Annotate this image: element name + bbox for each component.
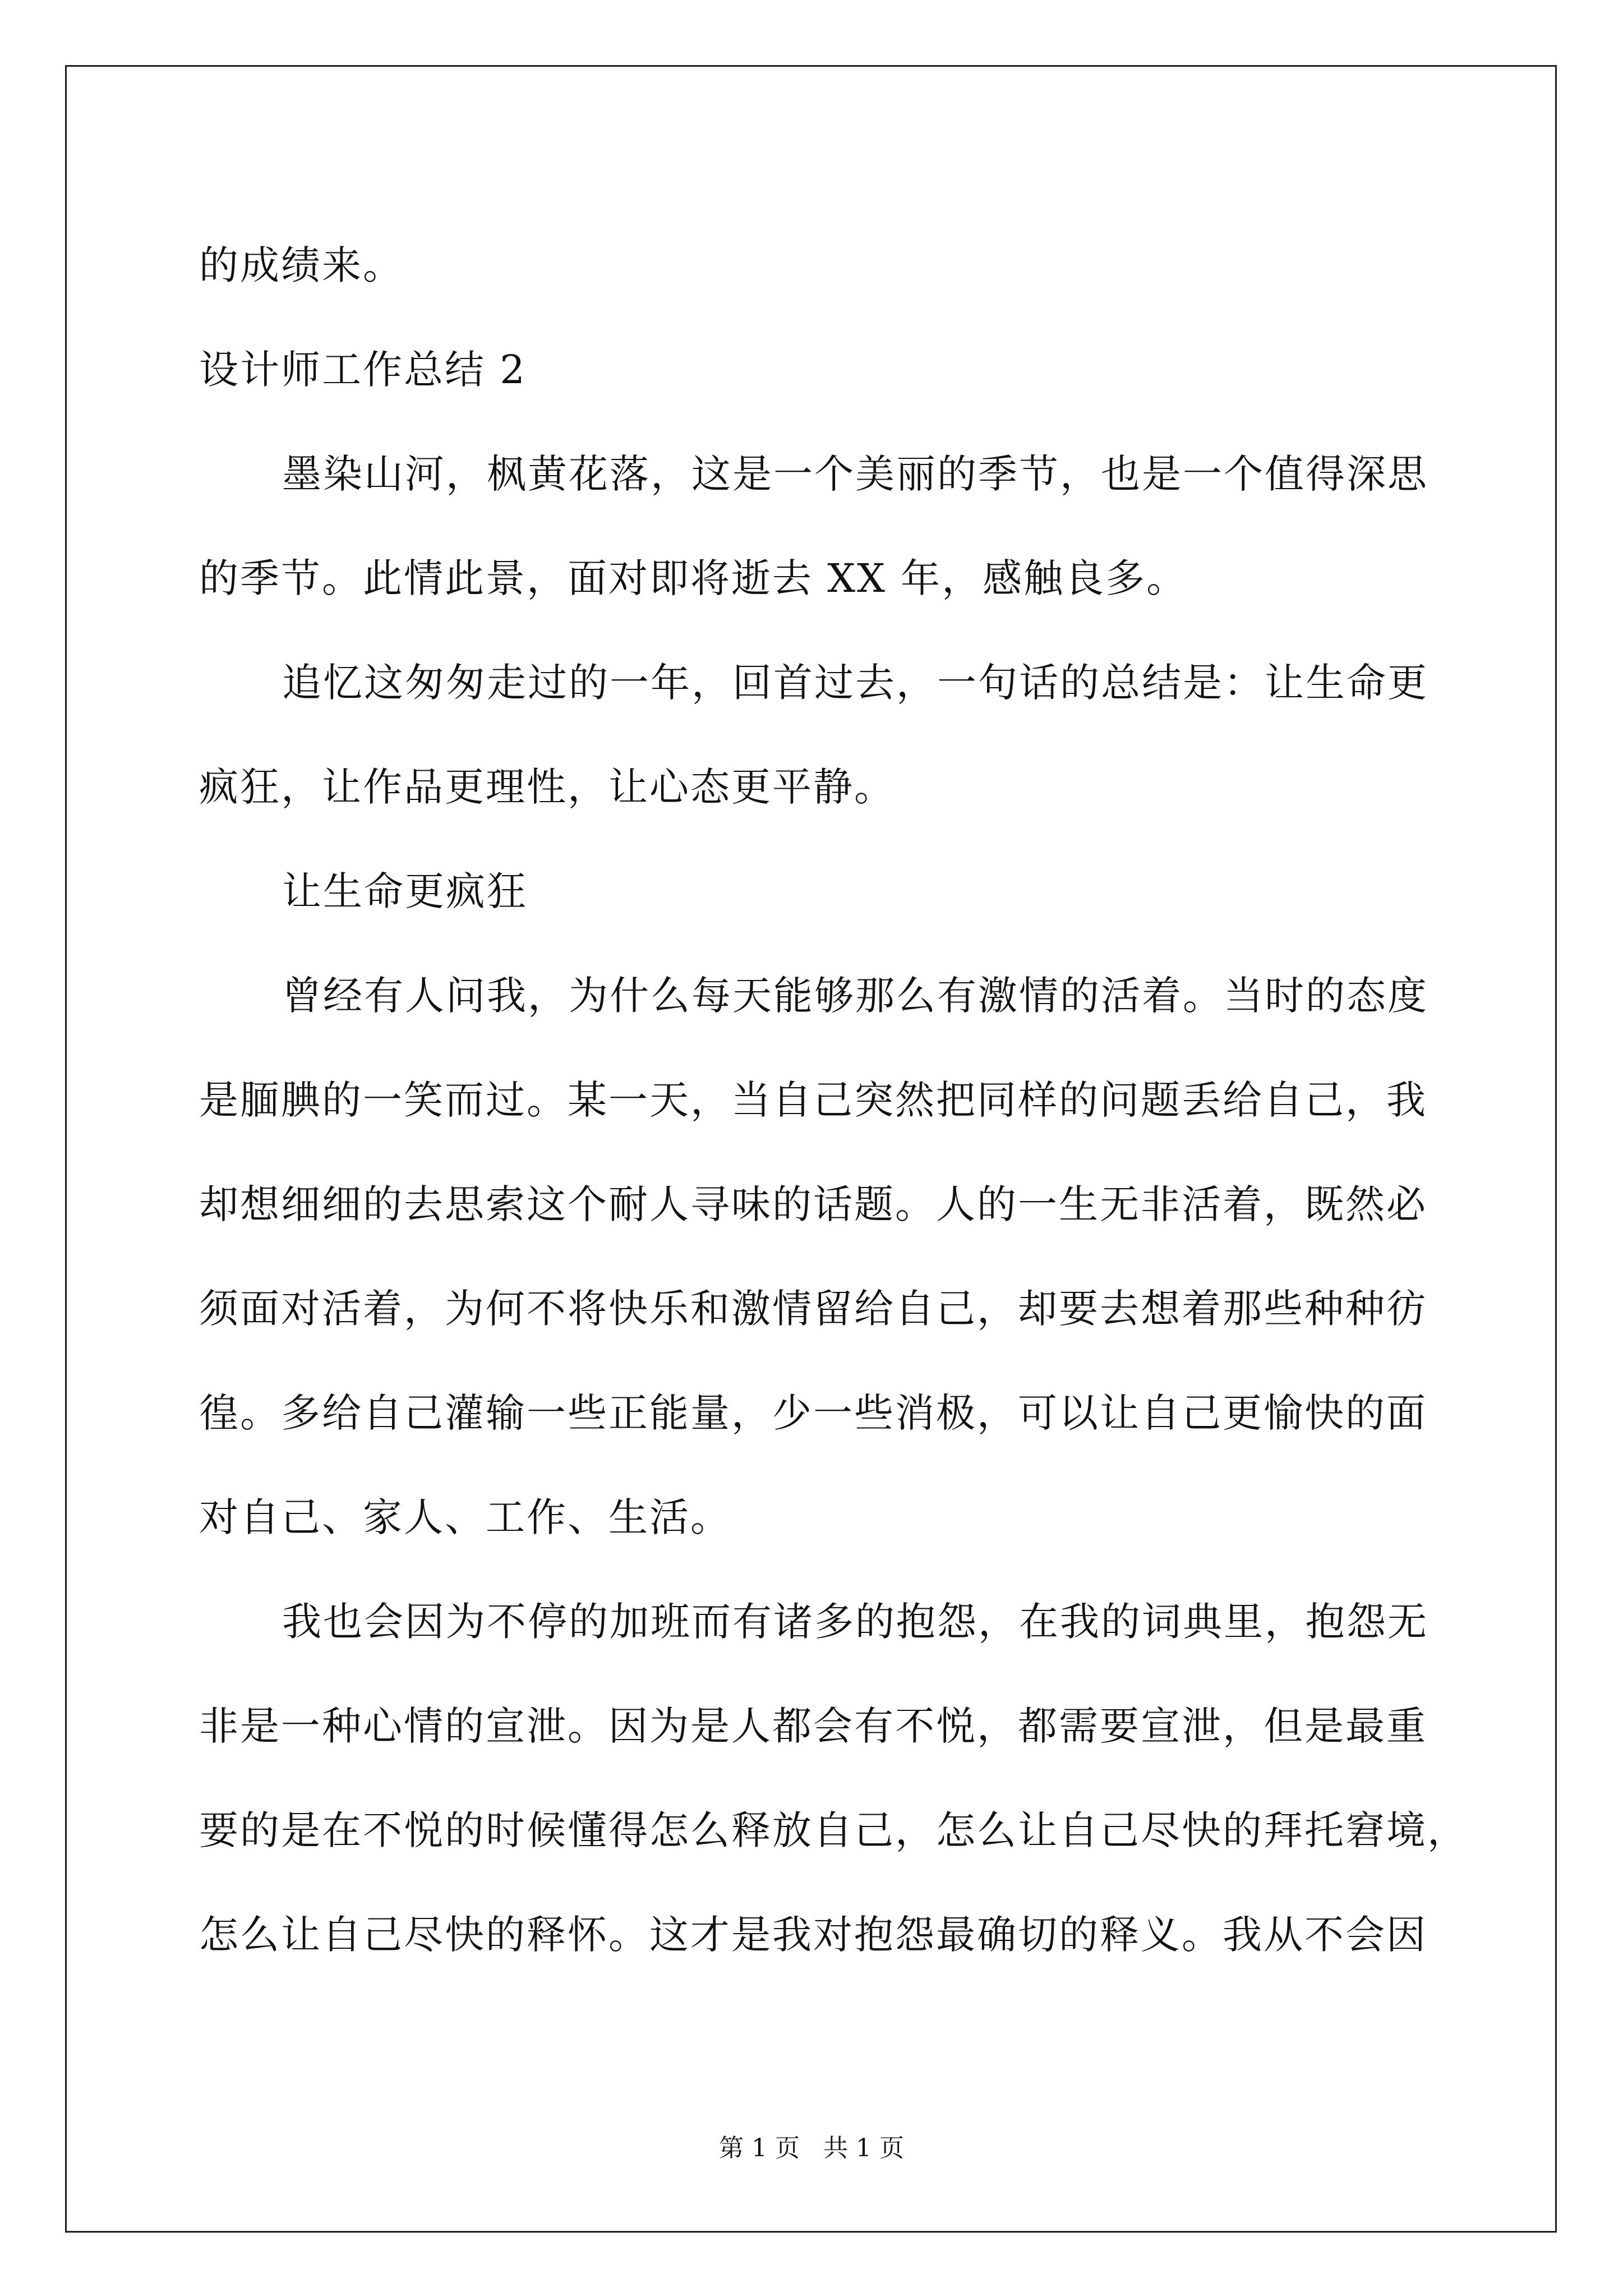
text-line: 的季节。此情此景，面对即将逝去 XX 年，感触良多。 — [199, 555, 1188, 601]
text-line: 是腼腆的一笑而过。某一天，当自己突然把同样的问题丢给自己，我 — [199, 1077, 1427, 1123]
text-line: 疯狂，让作品更理性，让心态更平静。 — [199, 764, 895, 810]
text-line: 要的是在不悦的时候懂得怎么释放自己，怎么让自己尽快的拜托窘境， — [199, 1807, 1468, 1853]
section-heading: 设计师工作总结 2 — [199, 347, 527, 393]
text-line: 怎么让自己尽快的释怀。这才是我对抱怨最确切的释义。我从不会因 — [199, 1912, 1427, 1958]
document-body — [199, 213, 1468, 1987]
subheading: 让生命更疯狂 — [282, 868, 528, 914]
text-line: 却想细细的去思索这个耐人寻味的话题。人的一生无非活着，既然必 — [199, 1181, 1427, 1227]
text-line: 非是一种心情的宣泄。因为是人都会有不悦，都需要宣泄，但是最重 — [199, 1703, 1427, 1749]
text-line: 墨染山河，枫黄花落，这是一个美丽的季节，也是一个值得深思 — [282, 451, 1428, 497]
text-line: 曾经有人问我，为什么每天能够那么有激情的活着。当时的态度 — [282, 973, 1428, 1019]
text-line: 追忆这匆匆走过的一年，回首过去，一句话的总结是：让生命更 — [282, 660, 1428, 706]
text-line: 须面对活着，为何不将快乐和激情留给自己，却要去想着那些种种彷 — [199, 1286, 1427, 1332]
text-line: 徨。多给自己灌输一些正能量，少一些消极，可以让自己更愉快的面 — [199, 1390, 1427, 1436]
page-footer: 第 1 页 共 1 页 — [719, 2134, 904, 2162]
text-line: 我也会因为不停的加班而有诸多的抱怨，在我的词典里，抱怨无 — [282, 1599, 1428, 1645]
text-line: 的成绩来。 — [199, 242, 404, 288]
text-line: 对自己、家人、工作、生活。 — [199, 1494, 731, 1540]
